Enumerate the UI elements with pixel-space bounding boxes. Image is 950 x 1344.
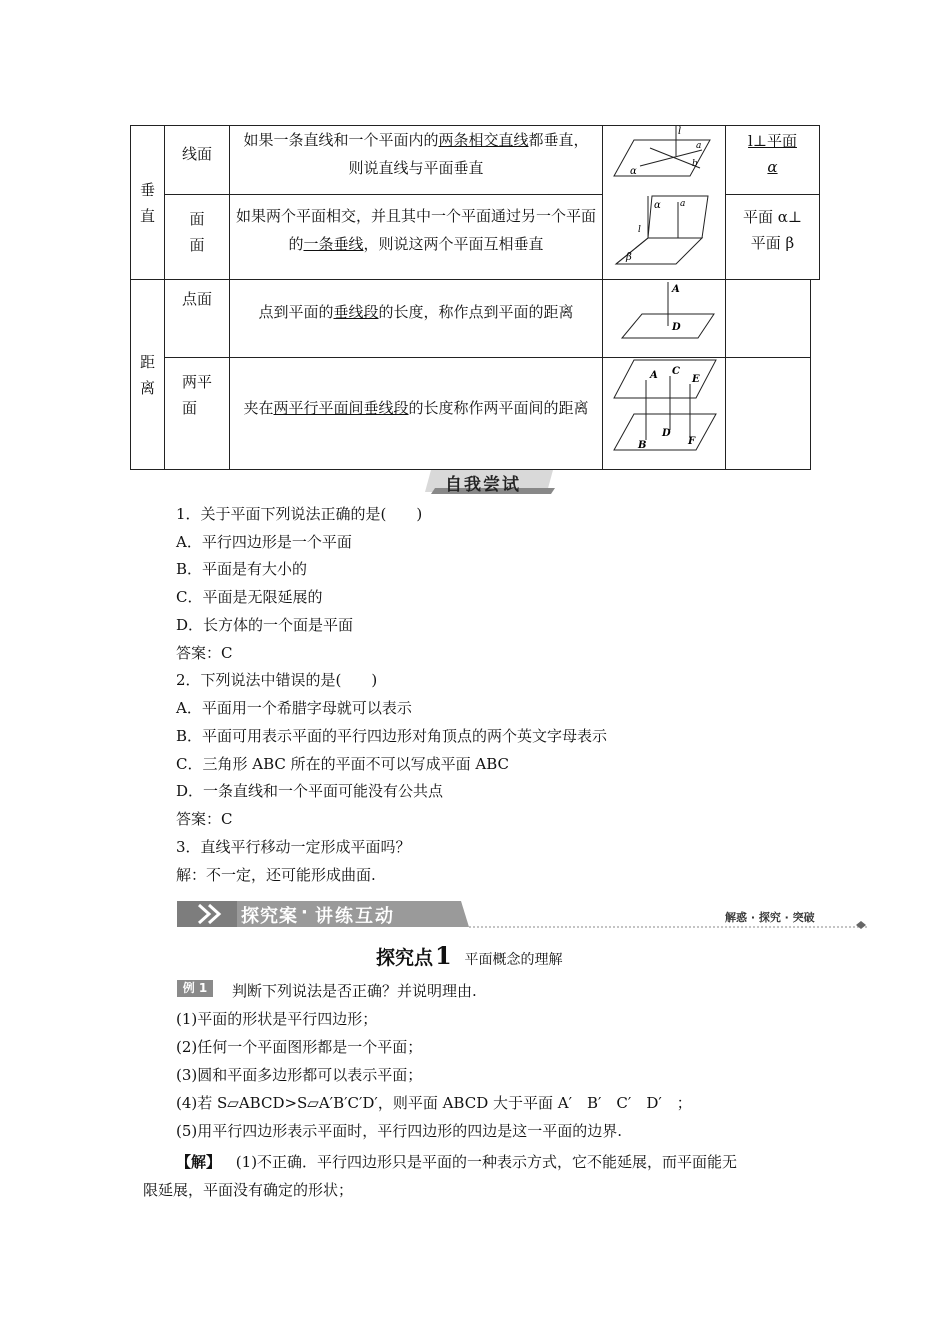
svg-text:D: D bbox=[672, 322, 681, 333]
svg-text:α: α bbox=[630, 166, 637, 177]
svg-text:B: B bbox=[638, 440, 647, 451]
example-item-3: (3)圆和平面多边形都可以表示平面； bbox=[176, 1066, 423, 1084]
example-item-4: (4)若 S▱ABCD>S▱A′B′C′D′，则平面 ABCD 大于平面 A′ B′ C′ D′ ； bbox=[176, 1094, 692, 1112]
line-plane-figure bbox=[610, 126, 715, 192]
svg-text:l: l bbox=[638, 225, 641, 235]
explore-point-subtitle: 平面概念的理解 bbox=[464, 952, 563, 968]
row-label-point-plane: 点面 bbox=[181, 290, 212, 308]
table-line-row1b bbox=[725, 194, 819, 195]
solution-block bbox=[143, 1148, 823, 1204]
svg-text:D: D bbox=[662, 428, 671, 439]
question-1: 1．关于平面下列说法正确的是( ) bbox=[176, 505, 423, 523]
svg-text:a: a bbox=[680, 199, 686, 209]
self-try-title: 自我尝试 bbox=[445, 475, 521, 495]
solution-text-1: (1)不正确．平行四边形只是平面的一种表示方式，它不能延展，而平面能无 bbox=[235, 1153, 738, 1171]
definition-line-plane: 如果一条直线和一个平面内的两条相交直线都垂直，则说直线与平面垂直 bbox=[243, 131, 589, 177]
svg-text:b: b bbox=[692, 159, 698, 169]
svg-text:l: l bbox=[678, 126, 682, 137]
table-line-col4-bottom bbox=[725, 280, 726, 470]
point-plane-figure bbox=[618, 282, 718, 352]
explore-banner-left-label: 探究案 bbox=[241, 906, 298, 927]
option-1c: C．平面是无限延展的 bbox=[176, 588, 323, 606]
svg-text:E: E bbox=[692, 374, 700, 385]
explore-banner-mid-label: 讲练互动 bbox=[315, 906, 395, 927]
option-2d: D．一条直线和一个平面可能没有公共点 bbox=[176, 782, 444, 800]
group-label-distance: 距 离 bbox=[139, 352, 155, 397]
question-2: 2．下列说法中错误的是( ) bbox=[176, 671, 378, 689]
solution-line-1 bbox=[143, 1148, 823, 1176]
explore-point-heading bbox=[376, 941, 563, 970]
question-3: 3．直线平行移动一定形成平面吗？ bbox=[176, 838, 411, 856]
option-1a: A．平行四边形是一个平面 bbox=[176, 533, 352, 551]
definition-two-planes: 夹在两平行平面间垂线段的长度称作两平面间的距离 bbox=[243, 399, 589, 417]
table-line-right-bottom bbox=[810, 280, 811, 470]
table-line-col2 bbox=[229, 125, 230, 470]
svg-text:C: C bbox=[672, 366, 680, 377]
explore-point-title: 探究点 bbox=[376, 947, 434, 969]
answer-3: 解：不一定，还可能形成曲面. bbox=[176, 866, 376, 884]
explore-banner-right-label: 解惑 · 探究 · 突破 bbox=[725, 911, 815, 924]
explore-banner bbox=[177, 899, 867, 929]
row-label-two-planes: 两平 面 bbox=[181, 373, 212, 417]
group-label-perpendicular: 垂 直 bbox=[139, 180, 155, 225]
solution-line-2: 限延展，平面没有确定的形状； bbox=[143, 1181, 354, 1199]
example-item-1: (1)平面的形状是平行四边形； bbox=[176, 1010, 378, 1028]
svg-text:F: F bbox=[688, 436, 696, 447]
explore-banner-dot: · bbox=[301, 902, 308, 923]
svg-text:A: A bbox=[672, 284, 680, 295]
example-item-5: (5)用平行四边形表示平面时，平行四边形的四边是这一平面的边界. bbox=[176, 1122, 623, 1140]
answer-1: 答案：C bbox=[176, 644, 233, 662]
svg-text:α: α bbox=[654, 200, 661, 211]
row-label-plane-plane: 面 面 bbox=[189, 210, 205, 254]
self-try-banner bbox=[425, 468, 555, 496]
symbol-line-plane: l⊥平面 α bbox=[748, 131, 797, 176]
svg-text:A: A bbox=[650, 370, 658, 381]
svg-text:a: a bbox=[696, 141, 702, 151]
two-planes-figure bbox=[608, 358, 720, 464]
example-prompt: 判断下列说法是否正确？并说明理由. bbox=[232, 982, 477, 1000]
table-line-right-top bbox=[819, 125, 820, 279]
svg-text:β: β bbox=[626, 252, 632, 263]
table-line-row1 bbox=[164, 194, 602, 195]
option-2c: C．三角形 ABC 所在的平面不可以写成平面 ABC bbox=[176, 755, 510, 773]
table-line-col3 bbox=[602, 125, 603, 470]
option-2a: A．平面用一个希腊字母就可以表示 bbox=[176, 699, 412, 717]
plane-plane-figure bbox=[612, 192, 712, 270]
table-line-group bbox=[130, 279, 820, 280]
example-tag: 例 1 bbox=[177, 980, 213, 997]
explore-point-number: 1 bbox=[435, 941, 452, 970]
symbol-plane-plane: 平面 α⊥ 平面 β bbox=[742, 208, 802, 252]
option-1b: B．平面是有大小的 bbox=[176, 560, 308, 578]
row-label-line-plane: 线面 bbox=[181, 144, 212, 163]
solution-tag: 【解】 bbox=[176, 1153, 222, 1171]
definition-point-plane: 点到平面的垂线段的长度，称作点到平面的距离 bbox=[258, 303, 574, 321]
option-2b: B．平面可用表示平面的平行四边形对角顶点的两个英文字母表示 bbox=[176, 727, 608, 745]
answer-2: 答案：C bbox=[176, 810, 233, 828]
definition-plane-plane: 如果两个平面相交，并且其中一个平面通过另一个平面的一条垂线，则说这两个平面互相垂直 bbox=[236, 207, 597, 253]
option-1d: D．长方体的一个面是平面 bbox=[176, 616, 354, 634]
example-item-2: (2)任何一个平面图形都是一个平面； bbox=[176, 1038, 423, 1056]
